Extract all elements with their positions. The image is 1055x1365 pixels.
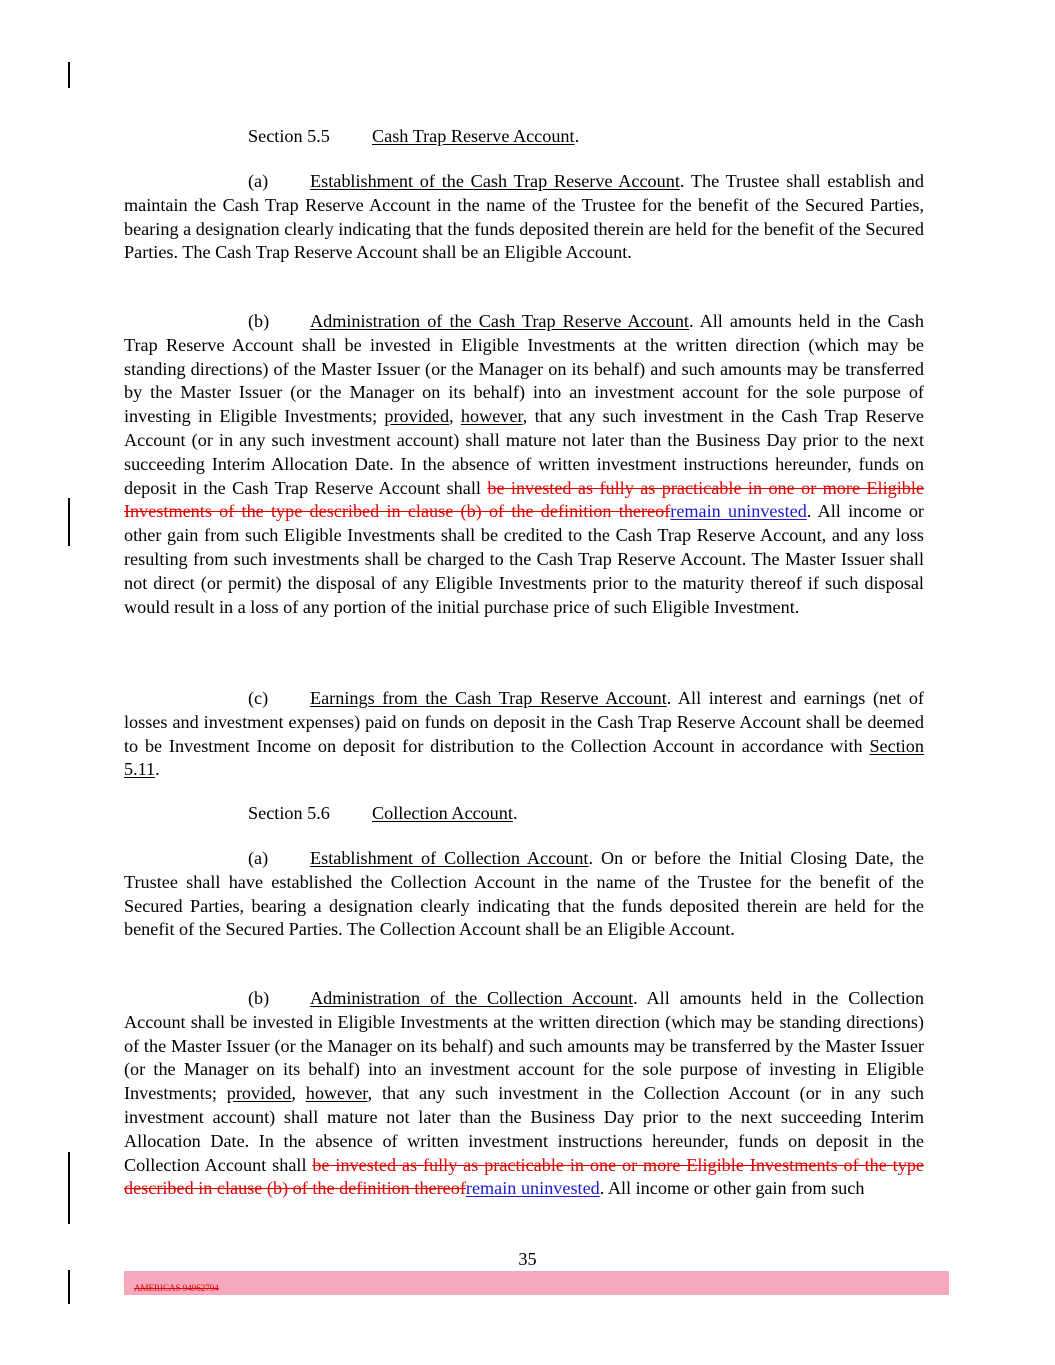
- change-bar: [68, 1152, 70, 1224]
- inserted-text: remain uninvested: [670, 501, 807, 522]
- defined-term-however: however: [305, 1083, 368, 1104]
- paragraph-text: , that any such investment in the Collection Account (or in any such investment account) shall mature not later than the Business Day prior to the next succeeding Interim Allocation Date. In the absence of written investment instructions hereunder, funds on deposit in the Collection Account shall: [124, 1083, 924, 1175]
- paragraph-label: (b): [248, 311, 270, 331]
- paragraph-text: . All amounts held in the Collection Account shall be invested in Eligible Investments at the written direction (which may be standing directions) of the Master Issuer (or the Manager on its behalf) and such amounts may be transferred by the Master Issuer (or the Manager on its behalf) into an investment account for the sole purpose of investing in Eligible Investments;: [124, 988, 924, 1104]
- document-id: AMERICAS 94962794: [134, 1283, 219, 1293]
- paragraph-label: (a): [248, 848, 269, 868]
- deleted-text: be invested as fully as practicable in one or more Eligible Investments of the type described in clause (b) of the definition thereof: [124, 477, 924, 522]
- defined-term-provided: provided: [384, 406, 450, 427]
- paragraph: [124, 687, 924, 782]
- paragraph: [124, 847, 924, 942]
- change-bar: [68, 1270, 70, 1304]
- paragraph: [124, 170, 924, 265]
- punctuation: .: [155, 759, 160, 780]
- change-bar: [68, 62, 70, 88]
- punctuation: ,: [449, 406, 461, 427]
- paragraph: [124, 310, 924, 619]
- page-number: 35: [518, 1249, 537, 1269]
- cross-reference: Section 5.11: [124, 735, 924, 780]
- punctuation: ,: [291, 1083, 306, 1104]
- paragraph-heading: Administration of the Collection Account: [310, 988, 634, 1008]
- paragraph-text: . All amounts held in the Cash Trap Reserve Account shall be invested in Eligible Investments at the written direction (which may be standing directions) of the Master Issuer (or the Manager on its behalf) and such amounts may be transferred by the Master Issuer (or the Manager on its behalf) into an investment account for the sole purpose of investing in Eligible Investments;: [124, 311, 924, 427]
- paragraph-label: (a): [248, 171, 269, 191]
- paragraph-label: (c): [248, 688, 269, 708]
- section-title: Cash Trap Reserve Account: [372, 126, 575, 146]
- paragraph-text: . On or before the Initial Closing Date, the Trustee shall have established the Collection Account in the name of the Trustee for the benefit of the Secured Parties, bearing a designation clearly indicating that the funds deposited therein are held for the benefit of the Secured Parties. The Collection Account shall be an Eligible Account.: [124, 848, 924, 940]
- paragraph-heading: Establishment of the Cash Trap Reserve Account: [310, 171, 680, 191]
- defined-term-provided: provided: [226, 1083, 292, 1104]
- paragraph-text: . The Trustee shall establish and maintain the Cash Trap Reserve Account in the name of the Trustee for the benefit of the Secured Parties, bearing a designation clearly indicating that the funds deposited therein are held for the benefit of the Secured Parties. The Cash Trap Reserve Account shall be an Eligible Account.: [124, 171, 924, 263]
- paragraph-heading: Administration of the Cash Trap Reserve Account: [310, 311, 689, 331]
- section-title: Collection Account: [372, 803, 513, 823]
- paragraph-text: . All interest and earnings (net of losses and investment expenses) paid on funds on deposit in the Cash Trap Reserve Account shall be deemed to be Investment Income on deposit for distribution to the Collection Account in accordance with: [124, 688, 924, 756]
- section-heading: Section 5.6 Collection Account.: [248, 802, 517, 826]
- paragraph-heading: Establishment of Collection Account: [310, 848, 589, 868]
- paragraph-text: . All income or other gain from such Eligible Investments shall be credited to the Cash Trap Reserve Account, and any loss resulting from such investments shall be charged to the Cash Trap Reserve Account. The Master Issuer shall not direct (or permit) the disposal of any Eligible Investments prior to the maturity thereof if such disposal would result in a loss of any portion of the initial purchase price of such Eligible Investment.: [124, 501, 924, 617]
- section-number: Section 5.5: [248, 126, 330, 146]
- change-bar: [68, 498, 70, 546]
- deleted-text: be invested as fully as practicable in one or more Eligible Investments of the type described in clause (b) of the definition thereof: [124, 1154, 924, 1199]
- paragraph-label: (b): [248, 988, 270, 1008]
- paragraph-heading: Earnings from the Cash Trap Reserve Account: [310, 688, 667, 708]
- footer-band: [124, 1271, 949, 1295]
- section-number: Section 5.6: [248, 803, 330, 823]
- paragraph-text: . All income or other gain from such: [599, 1178, 865, 1199]
- paragraph-text: , that any such investment in the Cash Trap Reserve Account (or in any such investment account) shall mature not later than the Business Day prior to the next succeeding Interim Allocation Date. In the absence of written investment instructions hereunder, funds on deposit in the Cash Trap Reserve Account shall: [124, 406, 925, 498]
- section-heading: Section 5.5 Cash Trap Reserve Account.: [248, 125, 579, 149]
- inserted-text: remain uninvested: [465, 1178, 600, 1199]
- defined-term-however: however: [460, 406, 523, 427]
- paragraph: [124, 987, 924, 1201]
